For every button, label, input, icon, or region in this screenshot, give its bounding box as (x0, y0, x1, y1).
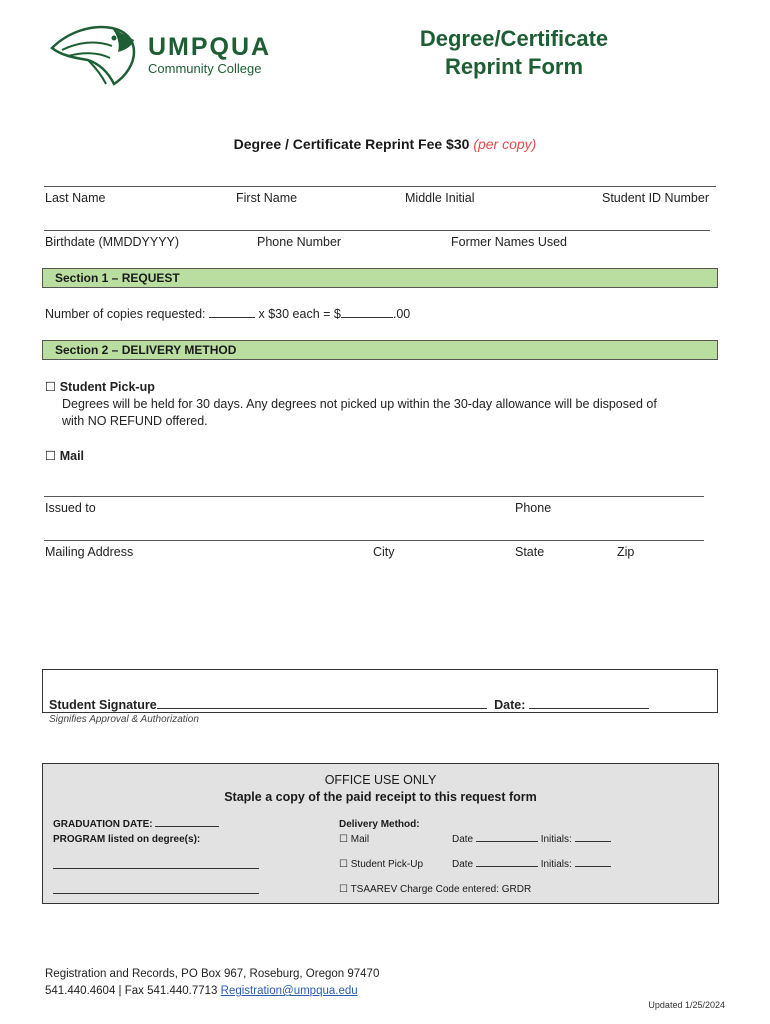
mail-label: Mail (59, 449, 85, 463)
section-1-header: Section 1 – REQUEST (42, 268, 718, 288)
copies-line (45, 306, 410, 323)
student-id-label: Student ID Number (602, 191, 709, 205)
program-input-2[interactable] (53, 893, 259, 894)
office-pickup-date-input[interactable] (476, 866, 538, 867)
mail-checkbox[interactable]: ☐ (45, 449, 57, 463)
pickup-option[interactable] (45, 379, 155, 396)
former-names-label: Former Names Used (451, 235, 567, 249)
pickup-label: Student Pick-up (59, 380, 155, 394)
birthdate-label: Birthdate (MMDDYYYY) (45, 235, 180, 249)
title-line-2: Reprint Form (444, 54, 584, 79)
phone-number-label: Phone Number (257, 235, 342, 249)
total-suffix: .00 (392, 307, 411, 321)
city-label: City (373, 545, 395, 559)
office-mail-date-label: Date (452, 834, 474, 845)
copies-input[interactable] (209, 317, 255, 318)
middle-initial-label: Middle Initial (405, 191, 475, 205)
office-pickup-date (452, 859, 611, 870)
pickup-checkbox[interactable]: ☐ (45, 380, 57, 394)
mail-option[interactable] (45, 448, 84, 465)
program-label: PROGRAM listed on degree(s): (53, 834, 201, 845)
times-text: x $30 each = $ (258, 307, 341, 321)
office-heading: OFFICE USE ONLY (324, 773, 437, 787)
office-pickup-initials-label: Initials: (540, 859, 572, 870)
office-mail-date (452, 834, 611, 845)
footer-contact (45, 985, 358, 997)
delivery-method-label: Delivery Method: (339, 819, 420, 830)
office-mail-option[interactable]: ☐ Mail (339, 834, 370, 845)
signature-label: Student Signature (49, 698, 157, 712)
total-input[interactable] (341, 317, 393, 318)
footer-email-link[interactable]: Registration@umpqua.edu (220, 985, 358, 997)
office-pickup-option[interactable]: ☐ Student Pick-Up (339, 859, 423, 870)
eagle-logo-icon (48, 22, 148, 86)
mailing-address-label: Mailing Address (45, 545, 134, 559)
office-pickup-date-label: Date (452, 859, 474, 870)
office-mail-date-input[interactable] (476, 841, 538, 842)
grad-date-label: GRADUATION DATE: (53, 819, 153, 830)
mail-phone-label: Phone (515, 501, 552, 515)
footer-updated: Updated 1/25/2024 (648, 1000, 725, 1010)
grad-date-input[interactable] (155, 826, 219, 827)
logo-name: UMPQUA (148, 33, 272, 61)
student-row1-line[interactable] (44, 186, 716, 187)
grad-date-line (53, 819, 219, 830)
title-line-1: Degree/Certificate (419, 26, 609, 51)
tsaarev-option[interactable]: ☐ TSAAREV Charge Code entered: GRDR (339, 884, 532, 895)
mail-row2-line[interactable] (44, 540, 704, 541)
form-title (390, 25, 638, 81)
copies-label: Number of copies requested: (45, 307, 206, 321)
footer-address: Registration and Records, PO Box 967, Roseburg, Oregon 97470 (45, 968, 380, 980)
pickup-note (62, 396, 722, 430)
program-input-1[interactable] (53, 868, 259, 869)
signature-input[interactable] (157, 708, 487, 709)
state-label: State (515, 545, 545, 559)
pickup-note-line-1: Degrees will be held for 30 days. Any degrees not picked up within the 30-day allowance will be disposed of (62, 397, 657, 411)
signature-date-input[interactable] (529, 708, 649, 709)
signature-note: Signifies Approval & Authorization (49, 714, 199, 725)
logo-subtitle: Community College (148, 61, 262, 76)
last-name-label: Last Name (45, 191, 106, 205)
first-name-label: First Name (236, 191, 298, 205)
student-row2-line[interactable] (44, 230, 710, 231)
fee-line (0, 136, 770, 152)
office-mail-initials-input[interactable] (575, 841, 611, 842)
section-2-header: Section 2 – DELIVERY METHOD (42, 340, 718, 360)
footer-phone: 541.440.4604 | Fax 541.440.7713 (45, 985, 218, 997)
signature-date-label: Date: (494, 698, 526, 712)
office-pickup-initials-input[interactable] (575, 866, 611, 867)
pickup-note-line-2: with NO REFUND offered. (62, 414, 208, 428)
fee-accent: (per copy) (473, 136, 537, 152)
zip-label: Zip (617, 545, 635, 559)
fee-text: Degree / Certificate Reprint Fee $30 (233, 136, 470, 152)
issued-to-label: Issued to (45, 501, 96, 515)
signature-line (49, 697, 649, 714)
office-mail-initials-label: Initials: (540, 834, 572, 845)
mail-row1-line[interactable] (44, 496, 704, 497)
office-subheading: Staple a copy of the paid receipt to this request form (224, 790, 537, 804)
